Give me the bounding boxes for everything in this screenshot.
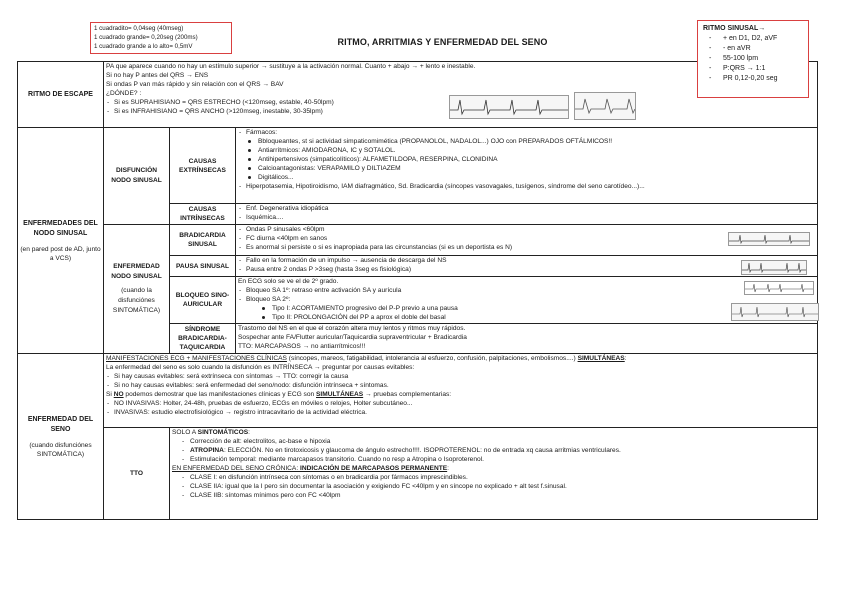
tto-line [172,464,815,473]
brad-line: - Es anormal si persiste o si es inapropiada para las circunstancias (si es un deportista es N) [238,243,815,252]
enf-nodo-sub: (cuando la disfunciónes SINTOMÁTICA) [112,287,161,314]
pruebas-text: → pruebas complementarias: [363,391,452,398]
sindrome-line: TTO: MARCAPASOS → no antiarrítmicos!!! [238,343,366,350]
enf-seno-label [18,354,104,520]
bradicardia-content [236,225,818,256]
enf-nodo-label [104,225,170,354]
tto-line: - CLASE I: en disfunción intrínseca con síntomas o en bradicardia por fármacos imprescindibles. [172,473,815,482]
ecg-bloqueo-tipo1-image [744,281,814,295]
ecg-pausa-image [741,260,807,275]
bloqueo-line: - Bloqueo SA 2º: [238,295,815,304]
escape-line: PA que aparece cuando no hay un estímulo superior → sustituye a la activación normal. Cuanto + abajo → + lento e inestable. [106,63,476,70]
sindrome-line: Sospechar ante FA/Flutter auricular/Taquicardia supraventricular + Bradicardia [238,334,467,341]
manifestaciones-heading: MANIFESTACIONES ECG + MANIFESTACIONES CLÍNICAS [106,355,287,362]
pausa-label: PAUSA SINUSAL [170,256,236,277]
causas-extrinsecas-content [236,128,818,204]
pausa-content [236,256,818,277]
ritmo-sinusal-box [697,20,809,98]
escape-line: - Si es INFRAHISIANO = QRS ANCHO (>120mseg, inestable, 30-35lpm) [106,107,815,116]
bradicardia-label: BRADICARDIA SINUSAL [170,225,236,256]
causas-extrinsecas-label: CAUSAS EXTRÍNSECAS [170,128,236,204]
enf-seno-line: - Si hay causas evitables: será extrínseca con síntomas → TTO: corregir la causa [106,372,815,381]
causas-intrinsecas-content [236,204,818,225]
demostrar-text: podemos demostrar que las manifestaciones clínicas y ECG son [123,391,317,398]
page-title: RITMO, ARRITMIAS Y ENFERMEDAD DEL SENO [337,37,548,47]
brad-line: - Ondas P sinusales <60lpm [238,225,815,234]
escape-line: Si ondas P van más rápido y sin relación con el QRS → BAV [106,81,284,88]
ext-line: - Hiperpotasemia, Hipotiroidismo, IAM diafragmático, Sd. Bradicardia (síncopes vasovagales, tusígenos, síndrome del seno carotídeo...)... [238,182,815,191]
ritmo-sinusal-heading: RITMO SINUSAL→ [703,25,766,32]
tto-label: TTO [104,428,170,520]
ecg-bloqueo-tipo2-image [731,303,819,321]
legend-box [90,22,232,54]
atropina-text: ATROPINA [190,447,224,454]
enf-seno-line: - NO INVASIVAS: Holter, 24-48h, pruebas de esfuerzo, ECGs en móviles o relojes, Holter subcutáneo... [106,399,815,408]
enf-seno-line: La enfermedad del seno es solo cuando la disfunción es INTRÍNSECA → preguntar por causas evitables: [106,364,415,371]
simultaneas-text: SIMULTÁNEAS [577,355,625,362]
bloqueo-line: - Bloqueo SA 1º: retraso entre activación SA y aurícula [238,286,815,295]
tto-line [172,446,815,455]
list-item: - + en D1, D2, aVF [703,34,803,44]
int-line: - Isquémica.... [238,213,815,222]
ext-line: Antihipertensivos (simpaticolíticos): ALFAMETILDOPA, RESERPINA, CLONIDINA [238,155,815,164]
enf-nodo-title: ENFERMEDAD NODO SINUSAL [111,263,162,280]
enf-seno-line: - INVASIVAS: estudio electrofisiológico → registro intracavitario de la actividad eléctrica. [106,408,815,417]
si-text: Si [106,391,114,398]
list-item: - 55-100 lpm [703,54,803,64]
sindrome-label: SÍNDROME BRADICARDIA-TAQUICARDIA [170,324,236,354]
enfermedades-title: ENFERMEDADES DEL NODO SINUSAL [23,219,98,237]
pausa-line: - Fallo en la formación de un impulso → ausencia de descarga del NS [238,256,815,265]
enf-seno-line [106,354,815,363]
ext-line: Digitálicos... [238,173,815,182]
marcapasos-text: INDICACIÓN DE MARCAPASOS PERMANENTE [300,465,448,472]
main-table [17,61,818,520]
bloqueo-label: BLOQUEO SINO-AURICULAR [170,277,236,324]
ext-line: Antiarrítmicos: AMIODARONA, IC y SOTALOL. [238,146,815,155]
list-item: - PR 0,12-0,20 seg [703,74,803,84]
colon-text: : [624,355,627,362]
causas-intrinsecas-label: CAUSAS INTRÍNSECAS [170,204,236,225]
escape-line: Si no hay P antes del QRS → ENS [106,72,209,79]
bloqueo-line: En ECG solo se ve el de 2º grado. [238,278,339,285]
sindrome-content [236,324,818,354]
list-item: - - en aVR [703,44,803,54]
enf-seno-title: ENFERMEDAD DEL SENO [27,415,94,433]
tto-line: - CLASE IIB: síntomas mínimos pero con FC <40lpm [172,491,815,500]
escape-line: ¿DÓNDE? : [106,90,142,97]
enfermedades-label [18,128,104,354]
ecg-bradicardia-image [728,232,810,246]
tto-content [170,428,818,520]
tto-line: - Estimulación temporal: mediante marcapasos transitorio. Cuando no resp a Atropina o Isoproterenol. [172,455,815,464]
enfermedades-sub: (en pared post de AD, junto a VCS) [20,245,101,262]
enf-seno-line: - Si no hay causas evitables: será enfermedad del seno/nodo: disfunción intrínseca + síntomas. [106,381,815,390]
manifestaciones-text: (síncopes, mareos, fatigabilidad, intolerancia al esfuerzo, confusión, palpitaciones, embolismos....) [286,355,578,362]
ecg-escape-wide-image [574,92,636,120]
legend-line: 1 cuadrado grande a lo alto= 0,5mV [94,43,193,50]
bloqueo-content [236,277,818,324]
legend-line: 1 cuadradito= 0,04seg (40mseg) [94,25,184,32]
tto-line: - CLASE IIA: igual que la I pero sin documentar la asociación y exigiendo FC <40lpm y en síncope no explicado + alt test f.sinusal. [172,482,815,491]
brad-line: - FC diurna <40lpm en sanos [238,234,815,243]
ecg-escape-narrow-image [449,95,569,119]
disfuncion-label: DISFUNCIÓN NODO SINUSAL [104,128,170,225]
int-line: - Enf. Degenerativa idiopática [238,204,815,213]
no-text: NO [113,391,124,398]
atropina-desc: : ELECCIÓN. No en tirotoxicosis y glaucoma de ángulo estrecho!!!!. ISOPROTERENOL: no de entrada xq causa arritmias ventriculares. [223,447,621,454]
list-item: - P:QRS → 1:1 [703,64,803,74]
colon-text: : [447,465,449,472]
legend-line: 1 cuadrado grande= 0,20seg (200ms) [94,34,198,41]
escape-line: - Si es SUPRAHISIANO = QRS ESTRECHO (<120mseg, estable, 40-50lpm) [106,98,815,107]
tto-line [172,428,815,437]
ext-line: Bbloqueantes, st si actividad simpaticomimética (PROPANOLOL, NADALOL...) OJO con PREPARADOS OFTÁLMICOS!! [238,137,815,146]
enf-seno-content [104,354,818,428]
cronica-text: EN ENFERMEDAD DEL SENO CRÓNICA: [172,465,300,472]
solo-text: SOLO A [172,429,198,436]
bloqueo-line: Tipo II: PROLONGACIÓN del PP a aprox el doble del basal [238,313,815,322]
bloqueo-line: Tipo I: ACORTAMIENTO progresivo del P-P previo a una pausa [238,304,815,313]
ext-line: - Fármacos: [238,128,815,137]
sindrome-line: Trastorno del NS en el que el corazón altera muy lentos y ritmos muy rápidos. [238,325,466,332]
escape-label: RITMO DE ESCAPE [18,62,104,128]
simultaneas-text: SIMULTÁNEAS [316,391,364,398]
sintomaticos-text: SINTOMÁTICOS [197,429,249,436]
colon-text: : [248,429,250,436]
enf-seno-line [106,390,815,399]
enf-seno-sub: (cuando disfunciónes SINTOMÁTICA) [29,441,92,458]
pausa-line: - Pausa entre 2 ondas P >3seg (hasta 3seg es fisiológica) [238,265,815,274]
tto-line: - Corrección de alt: electrolitos, ac-base e hipoxia [172,437,815,446]
ext-line: Calcioantagonistas: VERAPAMILO y DILTIAZEM [238,164,815,173]
